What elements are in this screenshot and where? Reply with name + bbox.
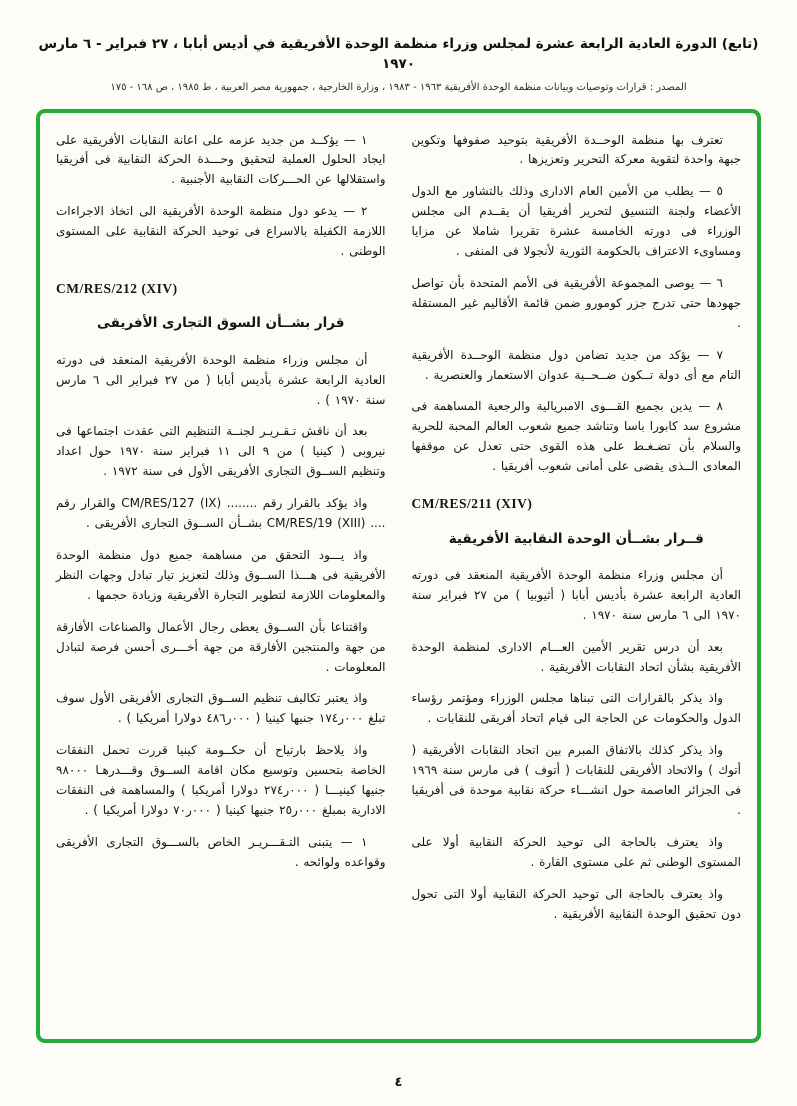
paragraph: واذ يذكر بالقرارات التى تبناها مجلس الوزراء ومؤتمر رؤساء الدول والحكومات عن الحاجة الى قيام اتحاد أفريقى للنقابات . — [411, 691, 741, 726]
text-columns — [56, 131, 741, 1025]
paragraph: تعترف بها منظمة الوحــدة الأفريقية بتوحيد صفوفها وتكوين جبهة واحدة لتقوية معركة التحرير وتعزيزها . — [411, 132, 741, 167]
paragraph: واذ يعترف بالحاجة الى توحيد الحركة النقابية أولا على المستوى الوطنى ثم على مستوى القارة . — [411, 834, 741, 869]
resolution-code: CM/RES/211 (XIV) — [411, 496, 533, 512]
header-session-title: (تابع) الدورة العادية الرابعة عشرة لمجلس وزراء منظمة الوحدة الأفريقية في أديس أبابا ، ٢٧ فبراير - ٦ مارس ١٩٧٠ — [38, 36, 759, 73]
paragraph: واذ يذكر كذلك بالاتفاق المبرم بين اتحاد النقابات الأفريقية ( أتوك ) والاتحاد الأفريقى للنقابات ( أتوف ) فى مارس سنة ١٩٦٩ فى الجزائر العاصمة حول انشـــاء حركة نقابية موحدة فى أفريقيا . — [411, 743, 741, 817]
document-header — [36, 34, 761, 95]
paragraph: ٨ — يدين بجميع القـــوى الامبريالية والرجعية المساهمة فى مشروع سد كابورا باسا وتناشد جميع شعوب العالم المحبة للحرية والسلام بأن تضـغـط على هذه القوى حتى تعدل عن موقفها المعادى الــذى يقضى على أمانى شعوب أفريقيا . — [411, 399, 741, 474]
resolution-title: قرار بشــأن السوق التجارى الأفريقى — [96, 315, 345, 332]
paragraph: واذ يلاحظ بارتياح أن حكــومة كينيا قررت تحمل النفقات الخاصة بتحسين وتوسيع مكان اقامة الســوق وقـــدرهـا ٩٨٠٠٠ جنيها كينيـــا ( ٠٠٠ر٢٧٤ دولارا أمريكيا ) والمساهمة فى النفقات الادارية بمبلغ ٠٠٠ر٢٥ جنيها كينيا ( ٠٠٠ر٧٠ دولارا أمريكيا ) . — [56, 743, 386, 817]
paragraph: واذ يعترف بالحاجة الى توحيد الحركة النقابية أولا التى تحول دون تحقيق الوحدة النقابية الأفريقية . — [411, 886, 741, 921]
paragraph: واذ يـــود التحقق من مساهمة جميع دول منظمة الوحدة الأفريقية فى هـــذا الســوق وذلك لتعزيز تيار تبادل وجهات النظر والمعلومات اللازمة لتطوير التجارة الأفريقية وزيادة حجمها . — [56, 548, 386, 602]
paragraph: ٢ — يدعو دول منظمة الوحدة الأفريقية الى اتخاذ الاجراءات اللازمة الكفيلة بالاسراع فى توحيد الحركة النقابية على المستوى الوطنى . — [56, 204, 386, 259]
paragraph: ١ — يؤكــد من جديد عزمه على اعانة النقابات الأفريقية على ايجاد الحلول العملية لتحقيق وحـــدة الحركة النقابية فى أفريقيا واستقلالها عن الحـــركات النقابية الأجنبية . — [56, 132, 386, 187]
header-source-line: المصدر : قرارات وتوصيات وبيانات منظمة الوحدة الأفريقية ١٩٦٣ - ١٩٨٣ ، وزارة الخارجية ، جمهورية مصر العربية ، ط ١٩٨٥ ، ص ١٦٨ - ١٧٥ — [110, 81, 687, 93]
column-left — [56, 131, 386, 1025]
paragraph: أن مجلس وزراء منظمة الوحدة الأفريقية المنعقد فى دورته العادية الرابعة عشرة بأديس أبابا ( أثيوبيا ) من ٢٧ فبراير سنة ١٩٧٠ الى ٦ مارس سنة ١٩٧٠ . — [411, 567, 741, 622]
paragraph: ٦ — يوصى المجموعة الأفريقية فى الأمم المتحدة بأن تواصل جهودها حتى تدرج جزر كومورو ضمن قائمة الأقاليم غير المستقلة . — [411, 275, 741, 330]
paragraph: ٧ — يؤكد من جديد تضامن دول منظمة الوحــدة الأفريقية التام مع أى دولة تــكون ضــحــية عدوان الاستعمار والعنصرية . — [411, 347, 741, 382]
content-border-box — [36, 109, 761, 1043]
paragraph: واذ يؤكد بالقرار رقم ........ CM/RES/127 (IX) والقرار رقم .... CM/RES/19 (XIII) بشــأن الســوق التجارى الأفريقى . — [56, 496, 386, 531]
paragraph: بعد أن ناقش تـقـريـر لجنــة التنظيم التى عقدت اجتماعها فى نيروبى ( كينيا ) من ٩ الى ١١ فبراير سنة ١٩٧٠ حول اعداد وتنظيم الســوق التجارى الأفريقى الأول فى سنة ١٩٧٢ . — [56, 424, 386, 479]
paragraph: واقتناعا بأن الســوق يعطى رجال الأعمال والصناعات الأفارقة من جهة والمنتجين الأفارقة من جهة أخـــرى أحسن فرصة لتبادل المعلومات . — [56, 619, 386, 674]
page-number: ٤ — [394, 1075, 403, 1090]
paragraph: ١ — يتبنى التـقـــريـر الخاص بالســـوق التجارى الأفريقى وقواعده ولوائحه . — [56, 834, 386, 869]
paragraph: أن مجلس وزراء منظمة الوحدة الأفريقية المنعقد فى دورته العادية الرابعة عشرة بأديس أبابا ( من ٢٧ فبراير الى ٦ مارس سنة ١٩٧٠ ) . — [56, 352, 386, 407]
resolution-code: CM/RES/212 (XIV) — [56, 280, 178, 296]
column-right — [412, 131, 742, 1025]
paragraph: ٥ — يطلب من الأمين العام الادارى وذلك بالتشاور مع الدول الأعضاء ولجنة التنسيق لتحرير أفريقيا أن يقــدم الى مجلس الوزراء فى دورته الخامسة عشرة تقريرا شاملا عن مزايا ومساوىء الاعتراف بالحكومة الثورية لأنجولا فى المنفى . — [411, 184, 741, 259]
resolution-title: قــرار بشــأن الوحدة النقابية الأفريقية — [448, 530, 704, 547]
paragraph: بعد أن درس تقرير الأمين العـــام الادارى لمنظمة الوحدة الأفريقية بشأن اتحاد النقابات الأفريقية . — [411, 639, 741, 674]
paragraph: واذ يعتبر تكاليف تنظيم الســوق التجارى الأفريقى الأول سوف تبلغ ٠٠٠ر١٧٤ جنيها كينيا ( ٠٠٠ر٤٨٦ دولارا أمريكيا ) . — [56, 691, 386, 726]
